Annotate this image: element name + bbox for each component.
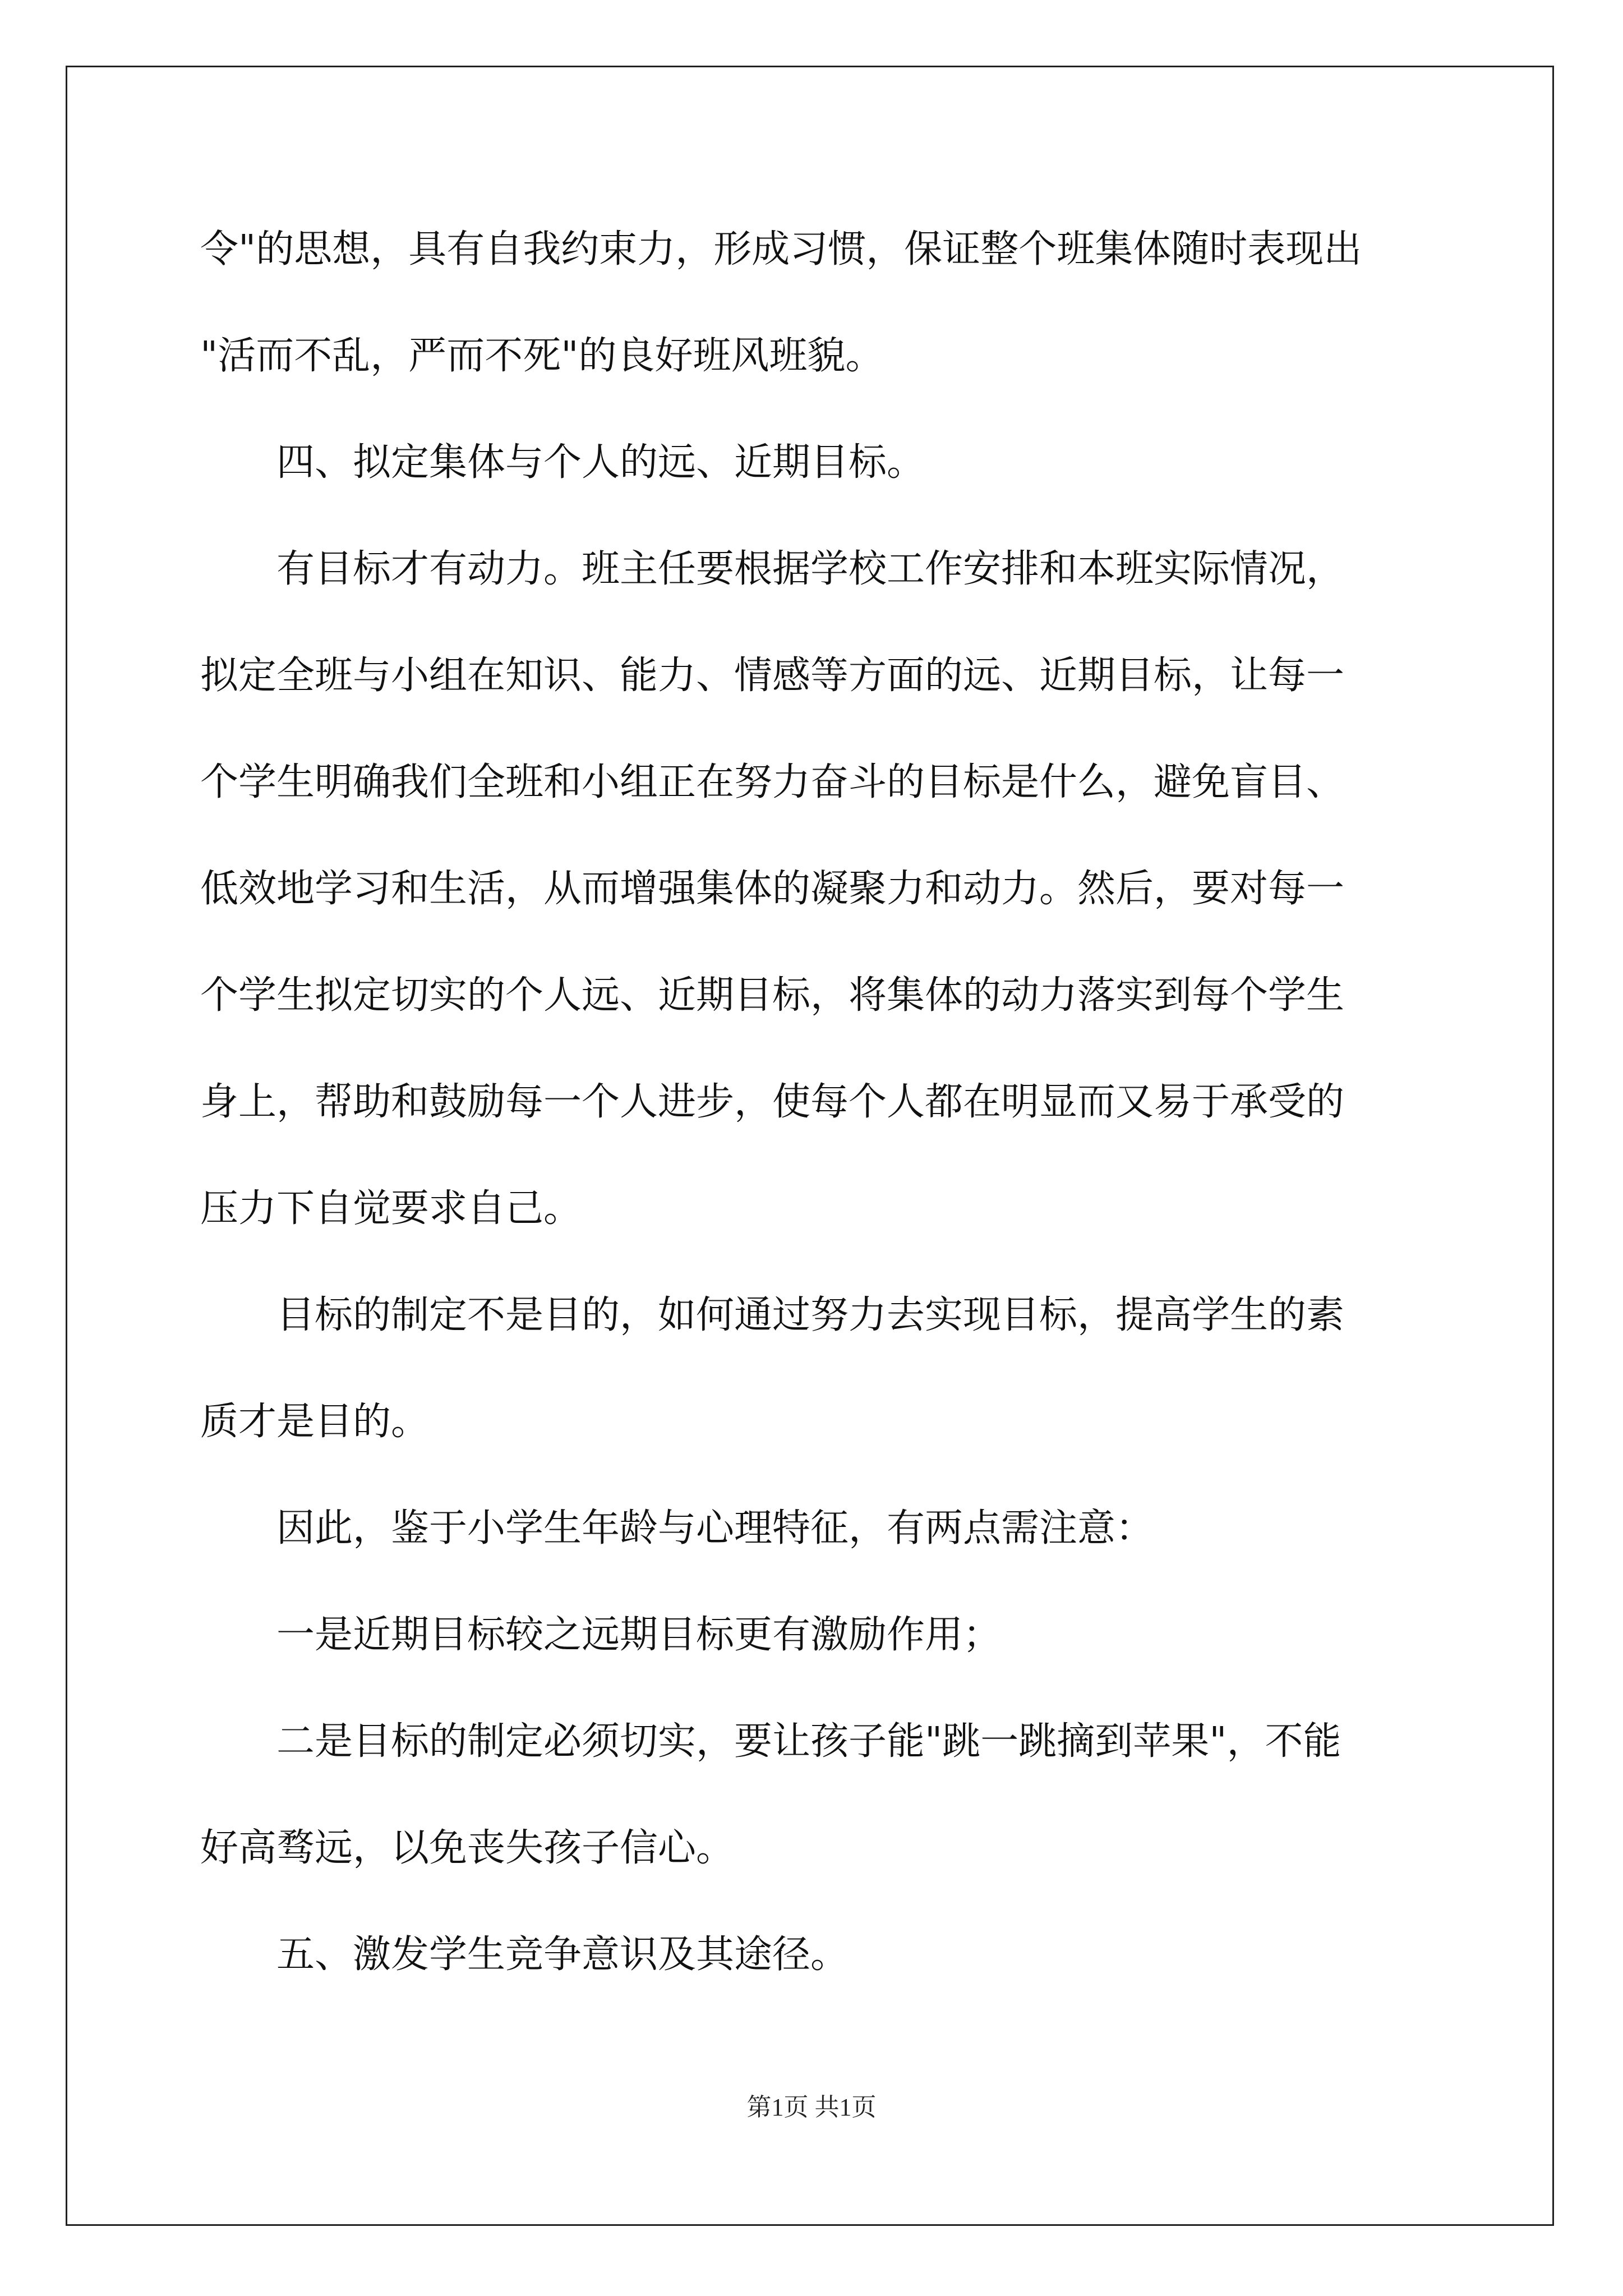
text-line: 个学生拟定切实的个人远、近期目标，将集体的动力落实到每个学生 [200,973,1345,1018]
paragraph-start: 有目标才有动力。班主任要根据学校工作安排和本班实际情况， [276,547,1345,591]
paragraph-start: 一是近期目标较之远期目标更有激励作用； [276,1613,1002,1657]
paragraph-start: 因此，鉴于小学生年龄与心理特征，有两点需注意： [276,1506,1154,1550]
text-line: 拟定全班与小组在知识、能力、情感等方面的远、近期目标，让每一 [200,654,1345,698]
document-body [200,219,1434,2031]
text-line: 令"的思想，具有自我约束力，形成习惯，保证整个班集体随时表现出 [200,227,1362,272]
text-line: 身上，帮助和鼓励每一个人进步，使每个人都在明显而又易于承受的 [200,1080,1345,1124]
text-line: 低效地学习和生活，从而增强集体的凝聚力和动力。然后，要对每一 [200,867,1345,911]
text-line: "活而不乱，严而不死"的良好班风班貌。 [200,334,884,378]
section-heading: 五、激发学生竞争意识及其途径。 [276,1932,849,1977]
section-heading: 四、拟定集体与个人的远、近期目标。 [276,440,925,485]
text-line: 个学生明确我们全班和小组正在努力奋斗的目标是什么，避免盲目、 [200,760,1345,804]
text-line: 好高骛远，以免丧失孩子信心。 [200,1826,735,1870]
page-number-footer: 第1页 共1页 [746,2093,877,2121]
text-line: 压力下自觉要求自己。 [200,1186,582,1231]
paragraph-start: 二是目标的制定必须切实，要让孩子能"跳一跳摘到苹果"，不能 [276,1719,1341,1764]
paragraph-start: 目标的制定不是目的，如何通过努力去实现目标，提高学生的素 [276,1293,1345,1337]
text-line: 质才是目的。 [200,1400,430,1444]
